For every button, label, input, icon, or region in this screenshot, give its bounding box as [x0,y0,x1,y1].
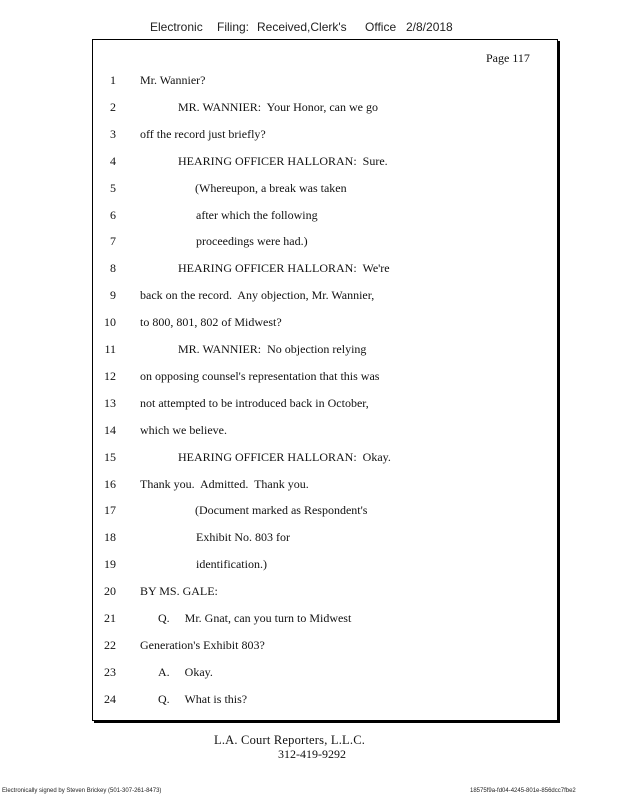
line-text: back on the record. Any objection, Mr. Wannier, [140,288,375,303]
transcript-line [0,234,618,250]
line-number: 4 [110,153,116,168]
transcript-line [0,315,618,331]
document-hash: 18575f9a-fd04-4245-801e-856dcc7fbe2 [470,788,576,794]
line-text: Exhibit No. 803 for [196,530,290,545]
line-number: 3 [110,126,116,141]
transcript-line [0,100,618,116]
line-number: 24 [104,691,116,706]
transcript-line [0,288,618,304]
line-text: HEARING OFFICER HALLORAN: Okay. [178,449,391,464]
stamp-word: Received,Clerk's [257,20,347,34]
line-text: Generation's Exhibit 803? [140,637,265,652]
line-text: Mr. Wannier? [140,73,206,87]
line-number: 12 [104,368,116,383]
line-text: identification.) [196,557,267,572]
transcript-line [0,611,618,627]
line-number: 22 [104,637,116,652]
line-number: 19 [104,557,116,572]
transcript-line [0,208,618,224]
transcript-line [0,530,618,546]
line-text: Q. Mr. Gnat, can you turn to Midwest [158,611,352,625]
line-number: 1 [110,73,116,87]
reporter-phone: 312-419-9292 [278,747,346,761]
line-number: 18 [104,530,116,545]
transcript-line [0,181,618,197]
line-text: BY MS. GALE: [140,584,218,599]
transcript-line [0,261,618,277]
line-number: 15 [104,449,116,464]
line-text: proceedings were had.) [196,234,308,249]
transcript-line [0,342,618,358]
line-number: 11 [104,342,116,356]
line-text: to 800, 801, 802 of Midwest? [140,315,282,330]
transcript-line [0,369,618,385]
transcript-line [0,692,618,708]
line-number: 13 [104,395,116,410]
transcript-line [0,638,618,654]
line-text: which we believe. [140,422,227,437]
transcript-line [0,450,618,466]
stamp-word: Electronic [150,20,203,34]
line-text: MR. WANNIER: No objection relying [178,342,367,356]
line-number: 6 [110,207,116,222]
line-text: after which the following [196,207,318,222]
line-number: 7 [110,234,116,249]
electronic-signature-note: Electronically signed by Steven Brickey (501-307-261-8473) [2,788,162,794]
line-text: on opposing counsel's representation that this was [140,368,380,383]
line-number: 21 [104,611,116,625]
line-number: 9 [110,288,116,303]
transcript-line [0,503,618,519]
transcript-line [0,423,618,439]
line-number: 16 [104,476,116,491]
line-text: HEARING OFFICER HALLORAN: We're [178,261,390,276]
line-number: 20 [104,584,116,599]
line-text: off the record just briefly? [140,126,266,141]
line-text: (Document marked as Respondent's [195,503,368,518]
transcript-line [0,665,618,681]
line-number: 10 [104,315,116,330]
line-number: 8 [110,261,116,276]
transcript-line [0,73,618,89]
line-number: 14 [104,422,116,437]
line-text: MR. WANNIER: Your Honor, can we go [178,99,378,114]
page-number: Page 117 [486,51,530,65]
transcript-line [0,127,618,143]
stamp-date: 2/8/2018 [406,20,453,34]
line-text: not attempted to be introduced back in October, [140,395,369,410]
line-text: Thank you. Admitted. Thank you. [140,476,309,491]
line-number: 2 [110,99,116,114]
line-number: 17 [104,503,116,518]
line-text: HEARING OFFICER HALLORAN: Sure. [178,153,388,168]
reporter-company-name: L.A. Court Reporters, L.L.C. [214,733,366,747]
stamp-word: Office [365,20,397,34]
line-number: 5 [110,180,116,195]
transcript-line [0,396,618,412]
stamp-word: Filing: [217,20,250,34]
transcript-line [0,557,618,573]
line-number: 23 [104,664,116,679]
transcript-line [0,477,618,493]
line-text: A. Okay. [158,664,213,679]
transcript-line [0,584,618,600]
line-text: (Whereupon, a break was taken [195,180,347,195]
line-text: Q. What is this? [158,691,248,706]
transcript-line [0,154,618,170]
